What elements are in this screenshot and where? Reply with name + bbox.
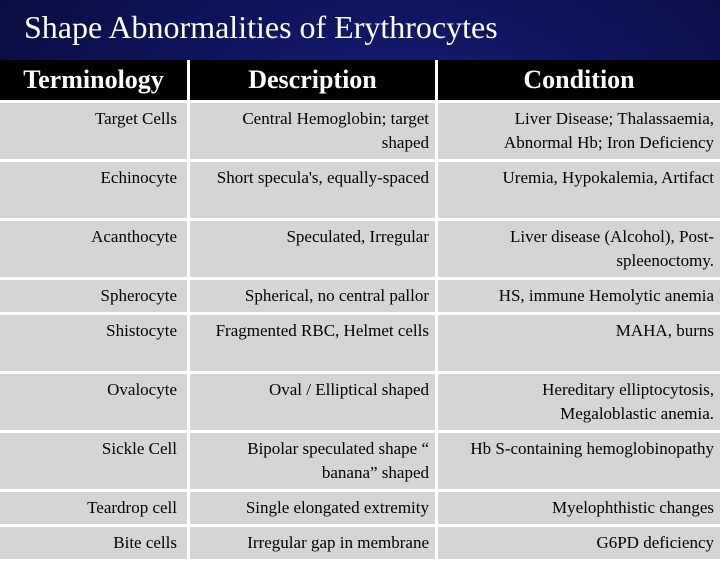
- term-cell: Ovalocyte: [0, 374, 190, 433]
- term-cell: Bite cells: [0, 527, 190, 562]
- condition-cell: Liver disease (Alcohol), Post-spleenoctomy.: [438, 221, 720, 280]
- condition-cell: Hereditary elliptocytosis, Megaloblastic anemia.: [438, 374, 720, 433]
- header-condition: Condition: [438, 60, 720, 103]
- description-cell: Bipolar speculated shape “ banana” shaped: [190, 433, 438, 492]
- table-row: [0, 221, 720, 280]
- condition-cell: G6PD deficiency: [438, 527, 720, 562]
- description-cell: Central Hemoglobin; target shaped: [190, 103, 438, 162]
- term-cell: Sickle Cell: [0, 433, 190, 492]
- term-cell: Acanthocyte: [0, 221, 190, 280]
- table-row: [0, 374, 720, 433]
- description-cell: Short specula's, equally-spaced: [190, 162, 438, 221]
- table-header-row: [0, 60, 720, 103]
- description-cell: Spherical, no central pallor: [190, 280, 438, 315]
- condition-cell: HS, immune Hemolytic anemia: [438, 280, 720, 315]
- table-row: [0, 433, 720, 492]
- description-cell: Fragmented RBC, Helmet cells: [190, 315, 438, 374]
- description-cell: Speculated, Irregular: [190, 221, 438, 280]
- condition-cell: Myelophthistic changes: [438, 492, 720, 527]
- header-description: Description: [190, 60, 438, 103]
- term-cell: Target Cells: [0, 103, 190, 162]
- table-row: [0, 492, 720, 527]
- erythrocyte-shape-table: [0, 60, 720, 562]
- description-cell: Oval / Elliptical shaped: [190, 374, 438, 433]
- table-row: [0, 103, 720, 162]
- description-cell: Single elongated extremity: [190, 492, 438, 527]
- table-row: [0, 315, 720, 374]
- table-row: [0, 162, 720, 221]
- table-row: [0, 527, 720, 562]
- condition-cell: MAHA, burns: [438, 315, 720, 374]
- term-cell: Shistocyte: [0, 315, 190, 374]
- condition-cell: Liver Disease; Thalassaemia, Abnormal Hb; Iron Deficiency: [438, 103, 720, 162]
- table-row: [0, 280, 720, 315]
- condition-cell: Uremia, Hypokalemia, Artifact: [438, 162, 720, 221]
- description-cell: Irregular gap in membrane: [190, 527, 438, 562]
- term-cell: Spherocyte: [0, 280, 190, 315]
- term-cell: Echinocyte: [0, 162, 190, 221]
- slide-title: Shape Abnormalities of Erythrocytes: [24, 9, 498, 45]
- term-cell: Teardrop cell: [0, 492, 190, 527]
- condition-cell: Hb S-containing hemoglobinopathy: [438, 433, 720, 492]
- header-terminology: Terminology: [0, 60, 190, 103]
